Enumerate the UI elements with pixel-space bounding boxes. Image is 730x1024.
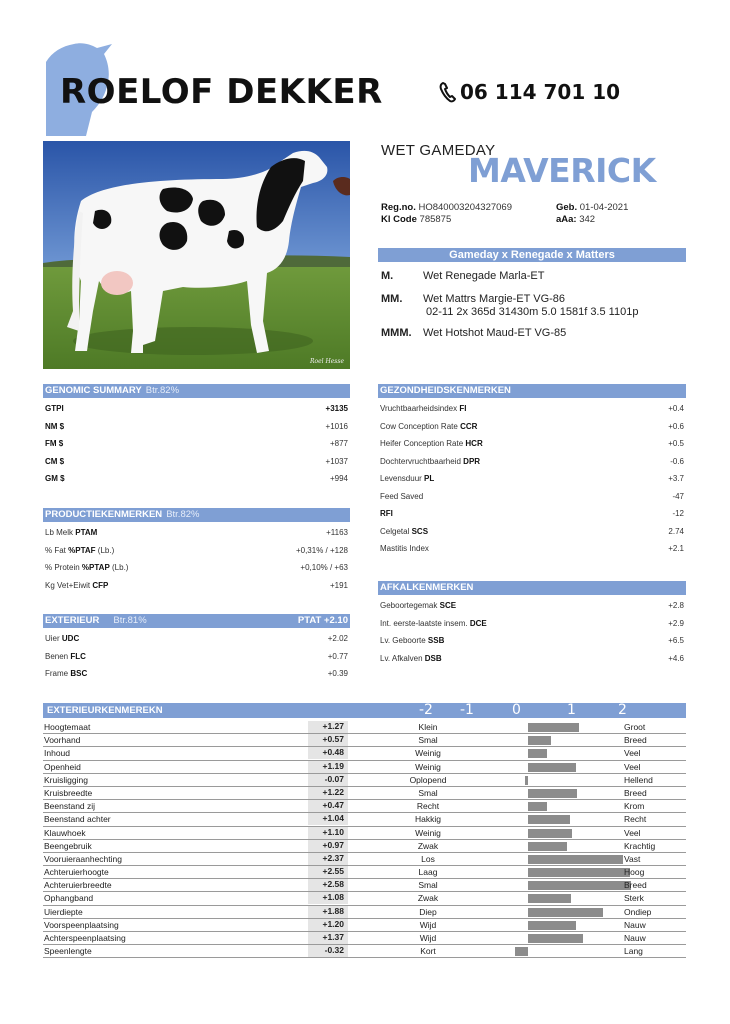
trait-low-label: Zwak — [417, 840, 439, 851]
trait-low-label: Los — [421, 853, 435, 864]
genomic-row: FM $ +877 — [45, 439, 348, 449]
trait-name: Uierdiepte — [44, 906, 83, 917]
trait-bar — [528, 842, 567, 851]
trait-low-label: Wijd — [419, 919, 437, 930]
linear-trait-row — [43, 932, 686, 945]
trait-name: Klauwhoek — [44, 827, 86, 838]
trait-low-label: Diep — [419, 906, 437, 917]
trait-bar — [528, 749, 547, 758]
trait-name: Speenlengte — [44, 946, 92, 957]
trait-high-label: Nauw — [624, 933, 646, 943]
exterior-row: Uier UDC +2.02 — [45, 634, 348, 644]
trait-name: Voorspeenplaatsing — [44, 919, 119, 930]
production-row: % Protein %PTAP (Lb.) +0,10% / +63 — [45, 563, 348, 573]
genomic-row: GM $ +994 — [45, 474, 348, 484]
trait-value: +1.27 — [308, 721, 348, 733]
linear-trait-row — [43, 734, 686, 747]
linear-trait-row — [43, 747, 686, 760]
pedigree-great-granddam: MMM. Wet Hotshot Maud-ET VG-85 — [381, 327, 567, 339]
trait-high-label: Nauw — [624, 919, 646, 930]
exterior-header: EXTERIEUR Btr.81% PTAT +2.10 — [45, 615, 348, 626]
reg-number: Reg.no. HO840003204327069 — [381, 202, 512, 213]
trait-high-label: Veel — [624, 748, 641, 759]
health-row: Celgetal SCS 2.74 — [380, 526, 684, 536]
trait-bar — [528, 908, 603, 917]
trait-name: Achteruierhoogte — [44, 867, 109, 878]
trait-bar — [528, 894, 571, 903]
production-header: PRODUCTIEKENMERKEN Btr.82% — [43, 508, 350, 522]
trait-high-label: Breed — [624, 787, 647, 798]
trait-bar — [528, 855, 623, 864]
trait-value: +1.37 — [308, 932, 348, 944]
calving-row: Lv. Geboorte SSB +6.5 — [380, 636, 684, 646]
trait-value: +1.19 — [308, 761, 348, 773]
trait-low-label: Wijd — [419, 933, 437, 943]
genomic-row: GTPI +3135 — [45, 404, 348, 414]
trait-bar — [528, 736, 551, 745]
health-row: Levensduur PL +3.7 — [380, 474, 684, 484]
scale-label: 1 — [567, 702, 576, 718]
trait-bar — [528, 934, 583, 943]
trait-high-label: Hoog — [624, 867, 645, 878]
calving-header: AFKALKENMERKEN — [378, 581, 686, 595]
linear-trait-row — [43, 800, 686, 813]
trait-value: +0.48 — [308, 747, 348, 759]
production-section — [43, 508, 350, 594]
linear-trait-row — [43, 906, 686, 919]
trait-value: +1.22 — [308, 787, 348, 799]
calving-row: Geboortegemak SCE +2.8 — [380, 601, 684, 611]
trait-high-label: Krachtig — [624, 840, 656, 851]
scale-label: 0 — [512, 702, 521, 718]
trait-low-label: Weinig — [415, 761, 441, 772]
production-row: Kg Vet+Eiwit CFP +191 — [45, 580, 348, 590]
trait-high-label: Groot — [624, 722, 646, 732]
trait-low-label: Smal — [418, 735, 438, 746]
linear-trait-row — [43, 721, 686, 734]
brand-title: ROELOF DEKKER — [60, 72, 383, 112]
trait-bar — [528, 921, 576, 930]
linear-traits-table — [43, 721, 686, 958]
trait-bar — [528, 789, 577, 798]
trait-bar — [528, 723, 579, 732]
pedigree-dam: M. Wet Renegade Marla-ET — [381, 270, 545, 282]
linear-traits-header: EXTERIEURKENMEREKN — [43, 703, 686, 718]
health-row: Mastitis Index +2.1 — [380, 544, 684, 554]
trait-low-label: Kort — [420, 946, 436, 957]
health-section — [378, 384, 686, 558]
trait-low-label: Laag — [418, 867, 438, 878]
trait-high-label: Sterk — [624, 893, 644, 904]
trait-name: Hoogtemaat — [44, 722, 91, 732]
trait-name: Beengebruik — [44, 840, 92, 851]
trait-value: +1.88 — [308, 906, 348, 918]
trait-value: -0.32 — [308, 945, 348, 957]
trait-value: +1.10 — [308, 827, 348, 839]
linear-trait-row — [43, 827, 686, 840]
linear-trait-row — [43, 866, 686, 879]
trait-value: +0.97 — [308, 840, 348, 852]
exterior-row: Frame BSC +0.39 — [45, 669, 348, 679]
trait-value: +2.55 — [308, 866, 348, 878]
trait-bar — [528, 802, 547, 811]
trait-bar — [528, 829, 572, 838]
phone-icon — [438, 81, 456, 103]
aaa-code: aAa: 342 — [556, 214, 596, 225]
trait-low-label: Weinig — [415, 827, 441, 838]
trait-low-label: Zwak — [417, 893, 439, 904]
trait-high-label: Vast — [624, 853, 641, 864]
trait-value: +1.20 — [308, 919, 348, 931]
birth-date: Geb. 01-04-2021 — [556, 202, 629, 213]
production-row: Lb Melk PTAM +1163 — [45, 528, 348, 538]
trait-high-label: Recht — [624, 814, 647, 825]
pedigree-granddam: MM. Wet Mattrs Margie-ET VG-86 — [381, 293, 566, 305]
health-row: Cow Conception Rate CCR +0.6 — [380, 421, 684, 431]
exterior-row: Benen FLC +0.77 — [45, 651, 348, 661]
trait-name: Inhoud — [44, 748, 70, 759]
phone-text: 06 114 701 10 — [460, 80, 621, 104]
trait-high-label: Veel — [624, 827, 641, 838]
health-row: Dochtervruchtbaarheid DPR -0.6 — [380, 456, 684, 466]
trait-name: Vooruieraanhechting — [44, 853, 122, 864]
linear-trait-row — [43, 761, 686, 774]
scale-label: -1 — [460, 702, 474, 718]
trait-bar — [528, 881, 631, 890]
cow-photo-image — [43, 141, 350, 369]
trait-value: +2.58 — [308, 879, 348, 891]
trait-name: Voorhand — [44, 735, 81, 746]
trait-high-label: Breed — [624, 880, 647, 891]
trait-bar — [528, 868, 630, 877]
trait-value: +0.47 — [308, 800, 348, 812]
genomic-row: NM $ +1016 — [45, 421, 348, 431]
trait-high-label: Breed — [624, 735, 647, 746]
trait-bar — [525, 776, 528, 785]
trait-value: -0.07 — [308, 774, 348, 786]
trait-high-label: Veel — [624, 761, 641, 772]
trait-high-label: Lang — [624, 946, 643, 957]
genomic-row: CM $ +1037 — [45, 456, 348, 466]
linear-trait-row — [43, 774, 686, 787]
linear-trait-row — [43, 879, 686, 892]
exterior-section — [43, 614, 350, 683]
linear-trait-row — [43, 813, 686, 826]
calving-row: Int. eerste-laatste insem. DCE +2.9 — [380, 618, 684, 628]
trait-value: +1.04 — [308, 813, 348, 825]
health-row: Vruchtbaarheidsindex FI +0.4 — [380, 404, 684, 414]
linear-trait-row — [43, 892, 686, 905]
health-row: Feed Saved -47 — [380, 491, 684, 501]
trait-high-label: Hellend — [624, 774, 653, 785]
linear-trait-row — [43, 919, 686, 932]
trait-name: Beenstand achter — [44, 814, 111, 825]
trait-high-label: Krom — [624, 801, 645, 812]
animal-name: MAVERICK — [468, 151, 656, 190]
linear-trait-row — [43, 853, 686, 866]
trait-name: Beenstand zij — [44, 801, 96, 812]
linear-trait-row — [43, 840, 686, 853]
production-row: % Fat %PTAF (Lb.) +0,31% / +128 — [45, 545, 348, 555]
linear-trait-row — [43, 945, 686, 958]
animal-prefix: WET GAMEDAY — [381, 142, 496, 159]
pedigree-granddam-production: 02-11 2x 365d 31430m 5.0 1581f 3.5 1101p — [426, 306, 639, 318]
trait-bar — [528, 815, 570, 824]
photo-credit: Roel Hesse — [310, 358, 344, 365]
pedigree-title: Gameday x Renegade x Matters — [378, 248, 686, 262]
trait-name: Ophangband — [44, 893, 94, 904]
calving-section — [378, 581, 686, 667]
calving-row: Lv. Afkalven DSB +4.6 — [380, 653, 684, 663]
genomic-summary-header: GENOMIC SUMMARY Btr.82% — [43, 384, 350, 398]
scale-label: 2 — [618, 702, 627, 718]
trait-name: Kruisbreedte — [44, 787, 93, 798]
health-row: RFI -12 — [380, 509, 684, 519]
trait-value: +2.37 — [308, 853, 348, 865]
trait-low-label: Smal — [418, 880, 438, 891]
health-row: Heifer Conception Rate HCR +0.5 — [380, 439, 684, 449]
trait-name: Openheid — [44, 761, 81, 772]
trait-bar — [515, 947, 528, 956]
trait-low-label: Smal — [418, 787, 438, 798]
trait-low-label: Oplopend — [409, 774, 447, 785]
cow-photo — [43, 141, 350, 369]
linear-trait-row — [43, 787, 686, 800]
trait-low-label: Hakkig — [415, 814, 441, 825]
genomic-summary-section — [43, 384, 350, 488]
trait-bar — [528, 763, 576, 772]
trait-low-label: Weinig — [415, 748, 441, 759]
trait-value: +0.57 — [308, 734, 348, 746]
trait-name: Achteruierbreedte — [44, 880, 112, 891]
kl-code: Kl Code 785875 — [381, 214, 452, 225]
trait-name: Achterspeenplaatsing — [44, 933, 126, 943]
trait-low-label: Klein — [418, 722, 438, 732]
trait-name: Kruisligging — [44, 774, 88, 785]
trait-value: +1.08 — [308, 892, 348, 904]
trait-high-label: Ondiep — [624, 906, 652, 917]
phone-number[interactable] — [438, 80, 620, 104]
trait-low-label: Recht — [416, 801, 440, 812]
health-header: GEZONDHEIDSKENMERKEN — [378, 384, 686, 398]
scale-label: -2 — [419, 702, 433, 718]
